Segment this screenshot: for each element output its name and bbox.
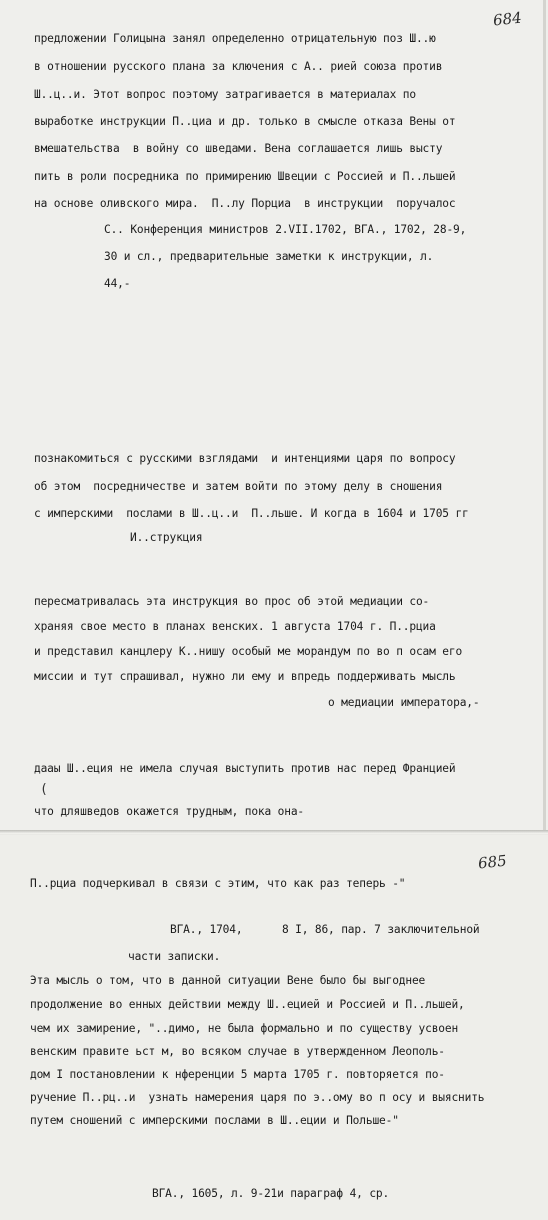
text-line: путем сношений с имперскими послами в Ш..еции и Польше-" (30, 1114, 399, 1127)
footnote-line: С.. Конференция министров 2.VII.1702, ВГА., 1702, 28-9, (104, 223, 467, 236)
text-line: И..струкция (130, 531, 203, 544)
text-line: с имперскими послами в Ш..ц..и П..льше. И когда в 1604 и 1705 гг (34, 507, 469, 520)
text-line: дом I постановлении к нференции 5 марта 1705 г. повторяется по- (30, 1068, 445, 1081)
reference-line: ВГА., 1605, л. 9-21и параграф 4, ср. (152, 1187, 390, 1200)
page-edge-shadow (543, 0, 546, 832)
page-number: 685 (477, 851, 508, 873)
text-line: дааы Ш..еция не имела случая выступить против нас перед Францией (34, 762, 456, 775)
text-line: венским правите ьст м, во всяком случае в утвержденном Леополь- (30, 1045, 445, 1058)
footnote-line: 30 и сл., предварительные заметки к инструкции, л. (104, 250, 434, 263)
text-line: миссии и тут спрашивал, нужно ли ему и впредь поддерживать мысль (34, 670, 456, 683)
text-line: познакомиться с русскими взглядами и интенциями царя по вопросу (34, 452, 456, 465)
text-line: на основе оливского мира. П..лу Порциа в инструкции поручалос (34, 197, 456, 210)
text-line: выработке инструкции П..циа и др. только в смысле отказа Вены от (34, 115, 456, 128)
footnote-line: 44,- (104, 277, 131, 290)
text-line: П..рциа подчеркивал в связи с этим, что как раз теперь -" (30, 877, 406, 890)
page-number: 684 (492, 8, 523, 30)
text-line: продолжение во енных действии между Ш..ецией и Россией и П..льшей, (30, 998, 465, 1011)
text-line: храняя свое место в планах венских. 1 августа 1704 г. П..рциа (34, 620, 436, 633)
text-line: пересматривалась эта инструкция во прос об этой медиации со- (34, 595, 430, 608)
text-line: предложении Голицына занял определенно отрицательную поз Ш..ю (34, 32, 436, 45)
reference-line: части записки. (128, 950, 221, 963)
text-line: и представил канцлеру К..нишу особый ме морандум по во п осам его (34, 645, 463, 658)
reference-line: ВГА., 1704, 8 I, 86, пар. 7 заключительной (170, 923, 480, 936)
text-line: вмешательства в войну со шведами. Вена соглашается лишь высту (34, 142, 443, 155)
text-line: об этом посредничестве и затем войти по этому делу в сношения (34, 480, 443, 493)
text-line: в отношении русского плана за ключения с А.. рией союза против (34, 60, 443, 73)
text-line: пить в роли посредника по примирению Швеции с Россией и П..льшей (34, 170, 456, 183)
text-line: что дляшведов окажется трудным, пока она- (34, 805, 305, 818)
text-line: о медиации императора,- (328, 696, 480, 709)
text-line: чем их замирение, "..димо, не была формально и по существу усвоен (30, 1022, 459, 1035)
text-line: Ш..ц..и. Этот вопрос поэтому затрагивается в материалах по (34, 88, 416, 101)
text-line: Эта мысль о том, что в данной ситуации Вене было бы выгоднее (30, 974, 426, 987)
text-line: ручение П..рц..и узнать намерения царя по э..ому во п осу и выяснить (30, 1091, 485, 1104)
typescript-page-2 (0, 835, 548, 1220)
bracket-mark: ( (40, 782, 48, 797)
